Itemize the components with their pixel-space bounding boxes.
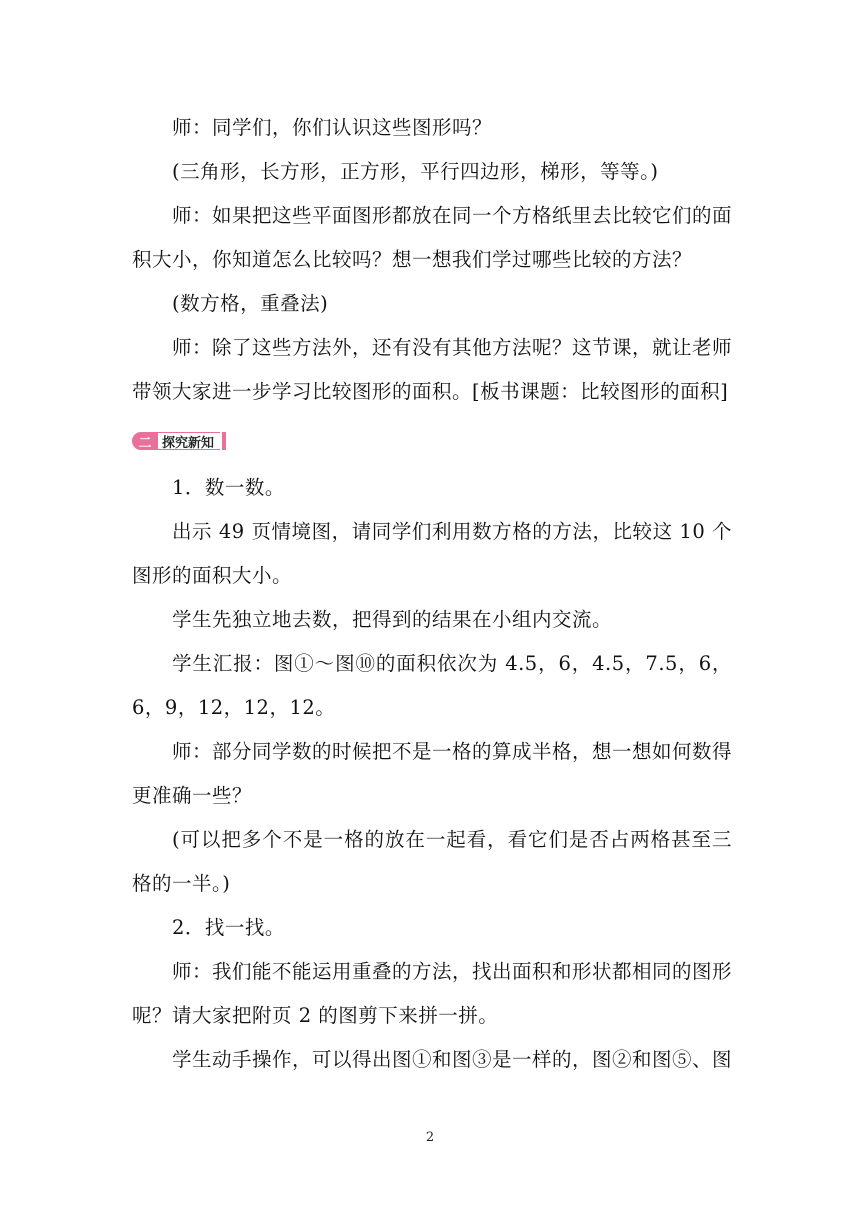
paragraph-half-cell: 师：部分同学数的时候把不是一格的算成半格，想一想如何数得更准确一些？ [132,740,733,807]
section-banner-bar [222,432,226,450]
paragraph-student-report: 学生汇报：图①～图⑩的面积依次为 4.5，6，4.5，7.5，6，6，9，12，12，12。 [132,652,732,719]
page-number: 2 [425,1130,435,1145]
paragraph-lesson-intro: 师：除了这些方法外，还有没有其他方法呢？这节课，就让老师带领大家进一步学习比较图形的面积。[板书课题：比较图形的面积] [132,336,733,403]
paragraph-combine-cells: (可以把多个不是一格的放在一起看，看它们是否占两格甚至三格的一半。) [132,828,732,895]
paragraph-independent-count: 学生先独立地去数，把得到的结果在小组内交流。 [172,608,613,631]
paragraph-overlap-method: 师：我们能不能运用重叠的方法，找出面积和形状都相同的图形呢？请大家把附页 2 的图剪下来拼一拼。 [132,960,733,1027]
paragraph-step-1: 1．数一数。 [172,476,285,499]
section-title: 探究新知 [158,432,220,450]
paragraph-show-picture: 出示 49 页情境图，请同学们利用数方格的方法，比较这 10 个图形的面积大小。 [132,520,732,587]
paragraph-step-2: 2．找一找。 [172,916,285,939]
paragraph-compare-question: 师：如果把这些平面图形都放在同一个方格纸里去比较它们的面积大小，你知道怎么比较吗？想一想我们学过哪些比较的方法？ [132,204,733,271]
section-banner [132,430,226,452]
paragraph-teacher-question: 师：同学们，你们认识这些图形吗？ [172,116,493,139]
paragraph-shape-list: (三角形，长方形，正方形，平行四边形，梯形，等等。) [172,160,659,183]
paragraph-hands-on: 学生动手操作，可以得出图①和图③是一样的，图②和图⑤、图 [172,1048,733,1071]
paragraph-methods: (数方格，重叠法) [172,292,329,315]
section-number: 二 [132,432,158,450]
